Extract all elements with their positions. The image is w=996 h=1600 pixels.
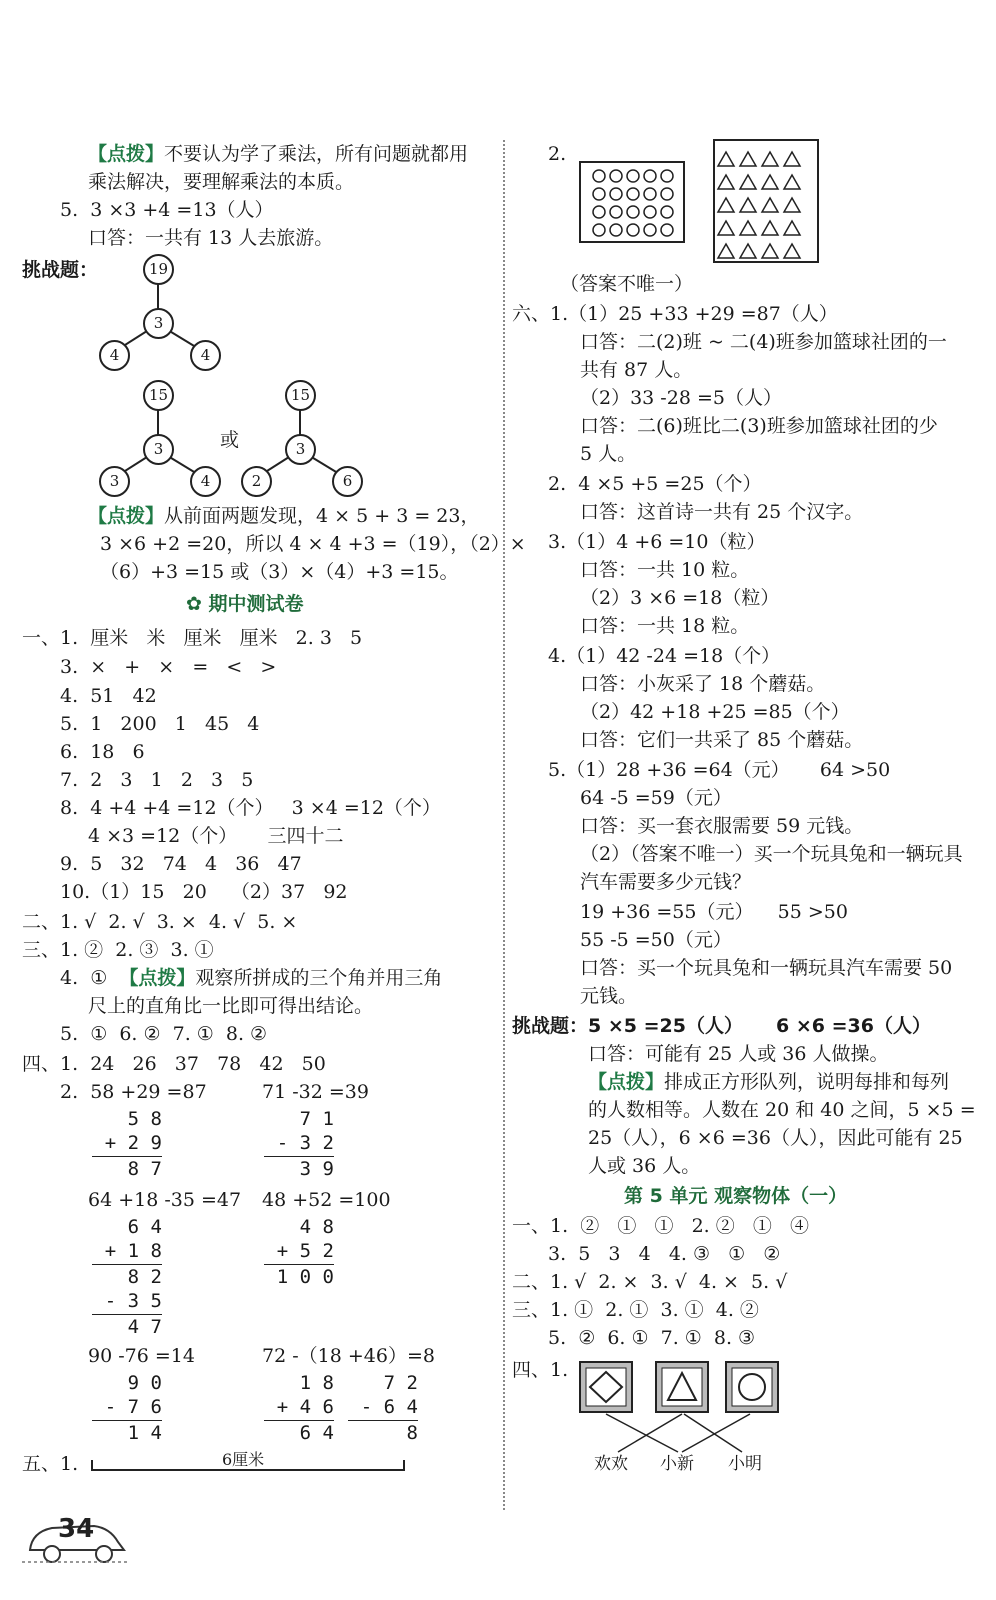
q5-answer: 口答：一共有 13 人去旅游。 <box>88 227 334 249</box>
s1-q7: 7. 2 3 1 2 3 5 <box>60 769 254 791</box>
v6b-r2: - 6 4 <box>360 1396 418 1418</box>
challenge-label: 挑战题： <box>22 259 99 281</box>
tree2-mid: 3 <box>143 434 174 465</box>
s3-q4b: 尺上的直角比一比即可得出结论。 <box>88 995 374 1017</box>
s1-q10: 10.（1）15 20 （2）37 92 <box>60 881 348 903</box>
page-number: 34 <box>58 1514 95 1544</box>
small-circle <box>610 188 622 200</box>
small-triangle <box>718 175 734 189</box>
small-circle <box>661 188 673 200</box>
v5-r2: - 7 6 <box>104 1396 162 1418</box>
v6a-bar <box>264 1420 334 1421</box>
small-circle <box>610 224 622 236</box>
s3-q1: 三、1. ② 2. ③ 3. ① <box>22 939 214 961</box>
eq1: 2. 58 +29 =87 <box>60 1081 207 1103</box>
v1-r1: 5 8 <box>127 1108 162 1130</box>
small-triangle <box>740 198 756 212</box>
v2-r2: - 3 2 <box>276 1132 334 1154</box>
u4-q1: 四、1. <box>512 1359 569 1381</box>
v3-r5: 4 7 <box>127 1316 162 1338</box>
s1-q1: 一、1. 厘米 米 厘米 厘米 2. 3 5 <box>22 627 363 649</box>
v2-r1: 7 1 <box>299 1108 334 1130</box>
u1-q3: 3. 5 3 4 4. ③ ① ② <box>548 1243 781 1265</box>
eq6: 72 -（18 +46）=8 <box>262 1345 435 1367</box>
v5-r1: 9 0 <box>127 1372 162 1394</box>
q2-label: 2. <box>548 143 567 165</box>
r6-q4: 4.（1）42 -24 =18（个） <box>548 645 781 667</box>
tree1-right: 4 <box>190 340 221 371</box>
v6b-bar <box>348 1420 418 1421</box>
small-triangle <box>762 152 778 166</box>
v3-r2: + 1 8 <box>104 1240 162 1262</box>
r6-q5h: 元钱。 <box>580 985 638 1007</box>
tip2-line-2: 3 ×6 +2 =20，所以 4 × 4 +3 =（19），（2）× <box>100 533 526 555</box>
name-xiaoxin: 小新 <box>660 1454 694 1474</box>
v4-r1: 4 8 <box>299 1216 334 1238</box>
small-triangle <box>762 198 778 212</box>
small-circle <box>644 206 656 218</box>
answer-note: （答案不唯一） <box>560 273 694 295</box>
small-triangle <box>740 244 756 258</box>
v3-r4: - 3 5 <box>104 1290 162 1312</box>
q5-expression: 5. 3 ×3 +4 =13（人） <box>60 199 274 221</box>
v4-r3: 1 0 0 <box>276 1266 334 1288</box>
name-xiaoming: 小明 <box>728 1454 762 1474</box>
v6a-r1: 1 8 <box>299 1372 334 1394</box>
r6-q3a: 口答：一共 10 粒。 <box>580 559 750 581</box>
small-circle <box>593 224 605 236</box>
v6b-r3: 8 <box>406 1422 418 1444</box>
r6-q4c: 口答：它们一共采了 85 个蘑菇。 <box>580 729 864 751</box>
r6-q1b: 共有 87 人。 <box>580 359 693 381</box>
r6-q2: 2. 4 ×5 +5 =25（个） <box>548 473 762 495</box>
v3-r1: 6 4 <box>127 1216 162 1238</box>
tip2-line-3: （6）+3 =15 或（3）×（4）+3 =15。 <box>100 561 459 583</box>
s1-q6: 6. 18 6 <box>60 741 145 763</box>
small-triangle <box>784 152 800 166</box>
v6a-r2: + 4 6 <box>276 1396 334 1418</box>
right-challenge-e: 人或 36 人。 <box>588 1155 701 1177</box>
small-circle <box>610 170 622 182</box>
v2-bar <box>264 1156 334 1157</box>
tree2-left: 3 <box>99 466 130 497</box>
tree3-left: 2 <box>241 466 272 497</box>
tree3-mid: 3 <box>285 434 316 465</box>
eq2: 71 -32 =39 <box>262 1081 369 1103</box>
small-circle <box>627 170 639 182</box>
grid-shapes <box>578 138 908 278</box>
small-circle <box>627 206 639 218</box>
s3-q4a: 4. ① 【点拨】观察所拼成的三个角并用三角 <box>60 967 443 989</box>
v3-r3: 8 2 <box>127 1266 162 1288</box>
small-triangle <box>718 198 734 212</box>
r6-q5g: 口答：买一个玩具兔和一辆玩具汽车需要 50 <box>580 957 953 979</box>
tree3-top: 15 <box>285 380 316 411</box>
right-challenge-d: 25（人），6 ×6 =36（人），因此可能有 25 <box>588 1127 963 1149</box>
v1-bar <box>92 1156 162 1157</box>
right-challenge-c: 的人数相等。人数在 20 和 40 之间，5 ×5 = <box>588 1099 976 1121</box>
s1-q5: 5. 1 200 1 45 4 <box>60 713 260 735</box>
name-huanhuan: 欢欢 <box>594 1454 628 1474</box>
v6a-r3: 6 4 <box>299 1422 334 1444</box>
right-challenge-tip: 【点拨】排成正方形队列，说明每排和每列 <box>588 1071 950 1093</box>
small-triangle <box>740 221 756 235</box>
s1-q8b: 4 ×3 =12（个） 三四十二 <box>88 825 344 847</box>
r6-q5: 5.（1）28 +36 =64（元） 64 >50 <box>548 759 891 781</box>
r6-q5f: 55 -5 =50（元） <box>580 929 732 951</box>
r6-q4b: （2）42 +18 +25 =85（个） <box>580 701 850 723</box>
small-triangle <box>784 221 800 235</box>
v5-bar <box>92 1420 162 1421</box>
small-circle <box>610 206 622 218</box>
small-circle <box>627 224 639 236</box>
small-circle <box>661 206 673 218</box>
eq4: 48 +52 =100 <box>262 1189 391 1211</box>
small-triangle <box>718 152 734 166</box>
r6-q3: 3.（1）4 +6 =10（粒） <box>548 531 766 553</box>
u2: 二、1. √ 2. × 3. √ 4. × 5. √ <box>512 1271 788 1293</box>
r6-q3b: （2）3 ×6 =18（粒） <box>580 587 780 609</box>
v3-bar1 <box>92 1264 162 1265</box>
v1-r2: + 2 9 <box>104 1132 162 1154</box>
column-divider <box>503 140 505 1510</box>
v1-r3: 8 7 <box>127 1158 162 1180</box>
eq5: 90 -76 =14 <box>88 1345 195 1367</box>
s2: 二、1. √ 2. √ 3. × 4. √ 5. × <box>22 911 298 933</box>
r6-q2a: 口答：这首诗一共有 25 个汉字。 <box>580 501 864 523</box>
v2-r3: 3 9 <box>299 1158 334 1180</box>
small-triangle <box>740 152 756 166</box>
v4-bar <box>264 1264 334 1265</box>
small-triangle <box>784 198 800 212</box>
r6-q5d: 汽车需要多少元钱？ <box>580 871 752 893</box>
tip-line-1: 【点拨】不要认为学了乘法，所有问题就都用 <box>88 143 469 165</box>
v5-r3: 1 4 <box>127 1422 162 1444</box>
unit5-title: 第 5 单元 观察物体（一） <box>624 1185 848 1207</box>
right-challenge-a: 口答：可能有 25 人或 36 人做操。 <box>588 1043 889 1065</box>
u3-q1: 三、1. ① 2. ① 3. ① 4. ② <box>512 1299 759 1321</box>
v4-r2: + 5 2 <box>276 1240 334 1262</box>
small-triangle <box>762 221 778 235</box>
r6-q5e: 19 +36 =55（元） 55 >50 <box>580 901 848 923</box>
small-triangle <box>718 244 734 258</box>
small-circle <box>644 188 656 200</box>
r6-q5c: （2）（答案不唯一）买一个玩具兔和一辆玩具 <box>580 843 963 865</box>
tree1-top: 19 <box>143 254 174 285</box>
s3-q5: 5. ① 6. ② 7. ① 8. ② <box>60 1023 268 1045</box>
tree2-top: 15 <box>143 380 174 411</box>
midterm-title: ✿ 期中测试卷 <box>186 593 304 615</box>
small-triangle <box>784 244 800 258</box>
v6b-r1: 7 2 <box>383 1372 418 1394</box>
u3-q5: 5. ② 6. ① 7. ① 8. ③ <box>548 1327 756 1349</box>
tree2-right: 4 <box>190 466 221 497</box>
small-circle <box>661 224 673 236</box>
small-triangle <box>762 175 778 189</box>
small-circle <box>593 188 605 200</box>
r6-q1a: 口答：二(2)班 ~ 二(4)班参加篮球社团的一 <box>580 331 947 353</box>
small-triangle <box>718 221 734 235</box>
small-circle <box>593 170 605 182</box>
r6-q1d: 口答：二(6)班比二(3)班参加篮球社团的少 <box>580 415 938 437</box>
s4-q1: 四、1. 24 26 37 78 42 50 <box>22 1053 326 1075</box>
tip-line-2: 乘法解决，要理解乘法的本质。 <box>88 171 355 193</box>
paw-icon: ✿ <box>186 593 209 615</box>
r6-q5a: 64 -5 =59（元） <box>580 787 732 809</box>
small-triangle <box>740 175 756 189</box>
ruler-label: 6厘米 <box>222 1450 265 1469</box>
s1-q9: 9. 5 32 74 4 36 47 <box>60 853 302 875</box>
s5-q1: 五、1. <box>22 1453 79 1475</box>
s1-q8a: 8. 4 +4 +4 =12（个） 3 ×4 =12（个） <box>60 797 441 819</box>
s1-q4: 4. 51 42 <box>60 685 157 707</box>
tip2-line-1: 【点拨】从前面两题发现，4 × 5 + 3 = 23， <box>88 505 480 527</box>
right-challenge: 挑战题：5 ×5 =25（人） 6 ×6 =36（人） <box>512 1015 931 1037</box>
tree1-left: 4 <box>99 340 130 371</box>
or-word: 或 <box>220 429 240 451</box>
small-circle <box>644 224 656 236</box>
small-circle <box>661 170 673 182</box>
r6-q1: 六、1.（1）25 +33 +29 =87（人） <box>512 303 838 325</box>
v3-bar2 <box>92 1314 162 1315</box>
small-circle <box>627 188 639 200</box>
small-circle <box>593 206 605 218</box>
tree3-right: 6 <box>332 466 363 497</box>
r6-q1e: 5 人。 <box>580 443 637 465</box>
s1-q3: 3. × + × = < > <box>60 656 277 678</box>
r6-q5b: 口答：买一套衣服需要 59 元钱。 <box>580 815 864 837</box>
eq3: 64 +18 -35 =47 <box>88 1189 242 1211</box>
r6-q4a: 口答：小灰采了 18 个蘑菇。 <box>580 673 826 695</box>
small-circle <box>644 170 656 182</box>
tree1-mid: 3 <box>143 308 174 339</box>
u1-q1: 一、1. ② ① ① 2. ② ① ④ <box>512 1215 809 1237</box>
r6-q3c: 口答：一共 18 粒。 <box>580 615 750 637</box>
r6-q1c: （2）33 -28 =5（人） <box>580 387 782 409</box>
small-triangle <box>784 175 800 189</box>
small-triangle <box>762 244 778 258</box>
